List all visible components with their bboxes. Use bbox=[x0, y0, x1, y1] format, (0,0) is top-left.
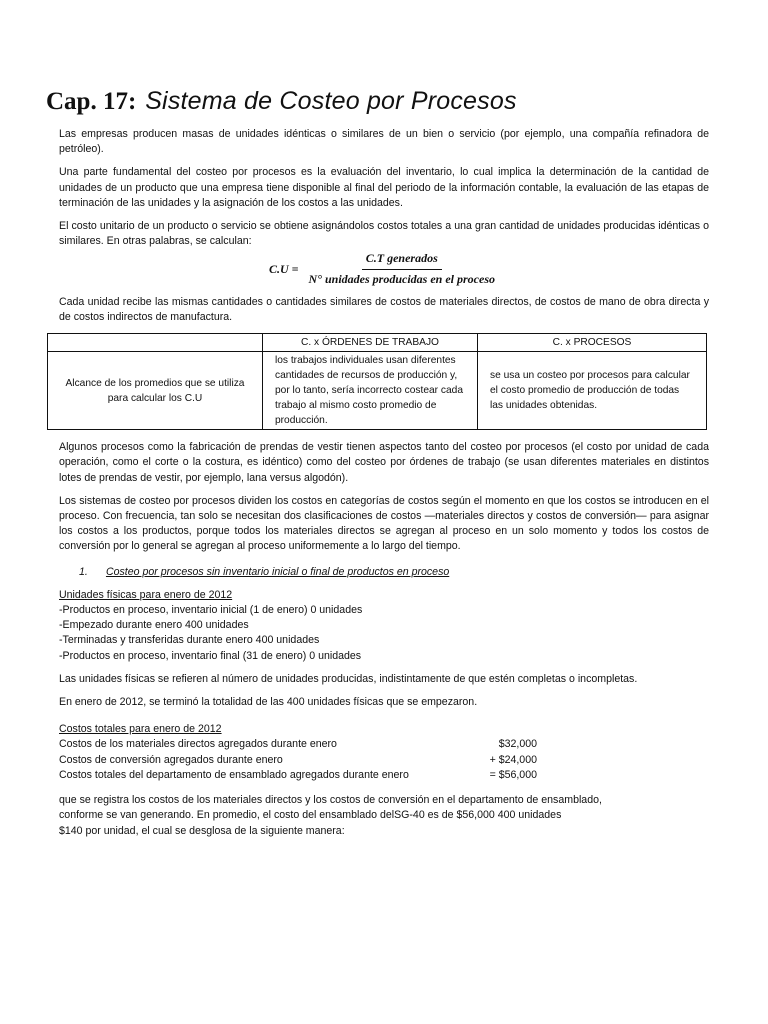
closing-paragraph bbox=[59, 793, 709, 839]
chapter-subject: Sistema de Costeo por Procesos bbox=[145, 87, 517, 115]
closing-line: que se registra los costos de los materiales directos y los costos de conversión en el departamento de ensamblado, bbox=[59, 794, 602, 807]
total-costs-block bbox=[59, 722, 709, 783]
cell-procesos: se usa un costeo por procesos para calcular el costo promedio de producción de todas las unidades obtenidas. bbox=[478, 352, 707, 430]
physical-units-line: -Productos en proceso, inventario final (31 de enero) 0 unidades bbox=[59, 649, 362, 662]
document-body bbox=[59, 127, 709, 839]
comparison-header-row bbox=[48, 334, 707, 352]
header-ordenes: C. x ÓRDENES DE TRABAJO bbox=[263, 334, 478, 352]
paragraph-physical-units: Las unidades físicas se refieren al número de unidades producidas, indistintamente de que estén completas o incompletas. bbox=[59, 672, 638, 685]
comparison-row bbox=[48, 352, 707, 430]
cost-amount: $32,000 bbox=[498, 738, 537, 751]
cost-label: Costos de los materiales directos agregados durante enero bbox=[59, 738, 337, 751]
physical-units-line: -Productos en proceso, inventario inicial (1 de enero) 0 unidades bbox=[59, 604, 363, 617]
physical-units-heading: Unidades físicas para enero de 2012 bbox=[59, 588, 233, 601]
formula-denominator: N° unidades producidas en el proceso bbox=[308, 271, 495, 286]
row-label: Alcance de los promedios que se utiliza para calcular los C.U bbox=[48, 352, 263, 430]
cost-label: Costos totales del departamento de ensamblado agregados durante enero bbox=[59, 768, 409, 781]
unit-cost-formula bbox=[59, 251, 709, 286]
cost-row bbox=[59, 768, 709, 783]
section-heading bbox=[59, 565, 709, 580]
section-number: 1. bbox=[79, 565, 88, 578]
paragraph-cost-categories: Los sistemas de costeo por procesos dividen los costos en categorías de costos según el momento en que los costos se introducen en el proceso. Con frecuencia, tan solo se necesitan dos clasificaciones de costos —materiales directos y costos de conversión— para asignar los costos a los productos, porque todos los materiales directos se agregan al proceso en un solo momento y todos los costos de conversión por lo general se agregan al proceso uniformemente a lo largo del tiempo. bbox=[59, 494, 709, 553]
cost-row bbox=[59, 753, 709, 768]
header-procesos: C. x PROCESOS bbox=[478, 334, 707, 352]
physical-units-line: -Terminadas y transferidas durante enero 400 unidades bbox=[59, 634, 320, 647]
paragraph-unit-cost: El costo unitario de un producto o servicio se obtiene asignándolos costos totales a una gran cantidad de unidades producidas idénticas o similares. En otras palabras, se calculan: bbox=[59, 220, 709, 248]
paragraph-intro: Las empresas producen masas de unidades idénticas o similares de un bien o servicio (por ejemplo, una compañía refinadora de petróleo). bbox=[59, 128, 709, 156]
comparison-table bbox=[47, 333, 707, 430]
chapter-number: Cap. 17: bbox=[46, 88, 137, 115]
header-empty bbox=[48, 334, 263, 352]
total-costs-heading: Costos totales para enero de 2012 bbox=[59, 723, 222, 736]
physical-units-block bbox=[59, 588, 709, 664]
formula-lhs: C.U = bbox=[269, 261, 299, 276]
paragraph-january: En enero de 2012, se terminó la totalidad de las 400 unidades físicas que se empezaron. bbox=[59, 696, 478, 709]
closing-line: conforme se van generando. En promedio, el costo del ensamblado delSG-40 es de $56,000 400 unidades bbox=[59, 809, 562, 822]
cost-amount: = $56,000 bbox=[489, 768, 537, 781]
cost-amount: + $24,000 bbox=[489, 753, 537, 766]
closing-line: $140 por unidad, el cual se desglosa de la siguiente manera: bbox=[59, 824, 345, 837]
physical-units-line: -Empezado durante enero 400 unidades bbox=[59, 619, 249, 632]
formula-fraction bbox=[305, 251, 499, 286]
chapter-title bbox=[46, 80, 517, 117]
paragraph-inventory: Una parte fundamental del costeo por procesos es la evaluación del inventario, lo cual implica la determinación de la cantidad de unidades de un producto que una empresa tiene disponible al final del periodo de la información contable, la evaluación de las etapas de terminación de las unidades y la asignación de los costos a las unidades. bbox=[59, 166, 709, 209]
section-title: Costeo por procesos sin inventario inicial o final de productos en proceso bbox=[105, 565, 450, 578]
cost-row bbox=[59, 737, 709, 752]
formula-numerator: C.T generados bbox=[362, 251, 442, 269]
paragraph-mixed-processes: Algunos procesos como la fabricación de prendas de vestir tienen aspectos tanto del costeo por procesos (el costo por unidad de cada operación, como el corte o la costura, es idéntico) como del costeo por órdenes de trabajo (se usan diferentes materiales en distintos lotes de prendas de vestir, por ejemplo, lana versus algodón). bbox=[59, 441, 709, 484]
cost-label: Costos de conversión agregados durante enero bbox=[59, 753, 283, 766]
paragraph-each-unit: Cada unidad recibe las mismas cantidades o cantidades similares de costos de materiales directos, de costos de mano de obra directa y de costos indirectos de manufactura. bbox=[59, 295, 709, 324]
cell-ordenes: los trabajos individuales usan diferentes cantidades de recursos de producción y, por lo tanto, sería incorrecto costear cada trabajo al mismo costo promedio de producción. bbox=[263, 352, 478, 430]
